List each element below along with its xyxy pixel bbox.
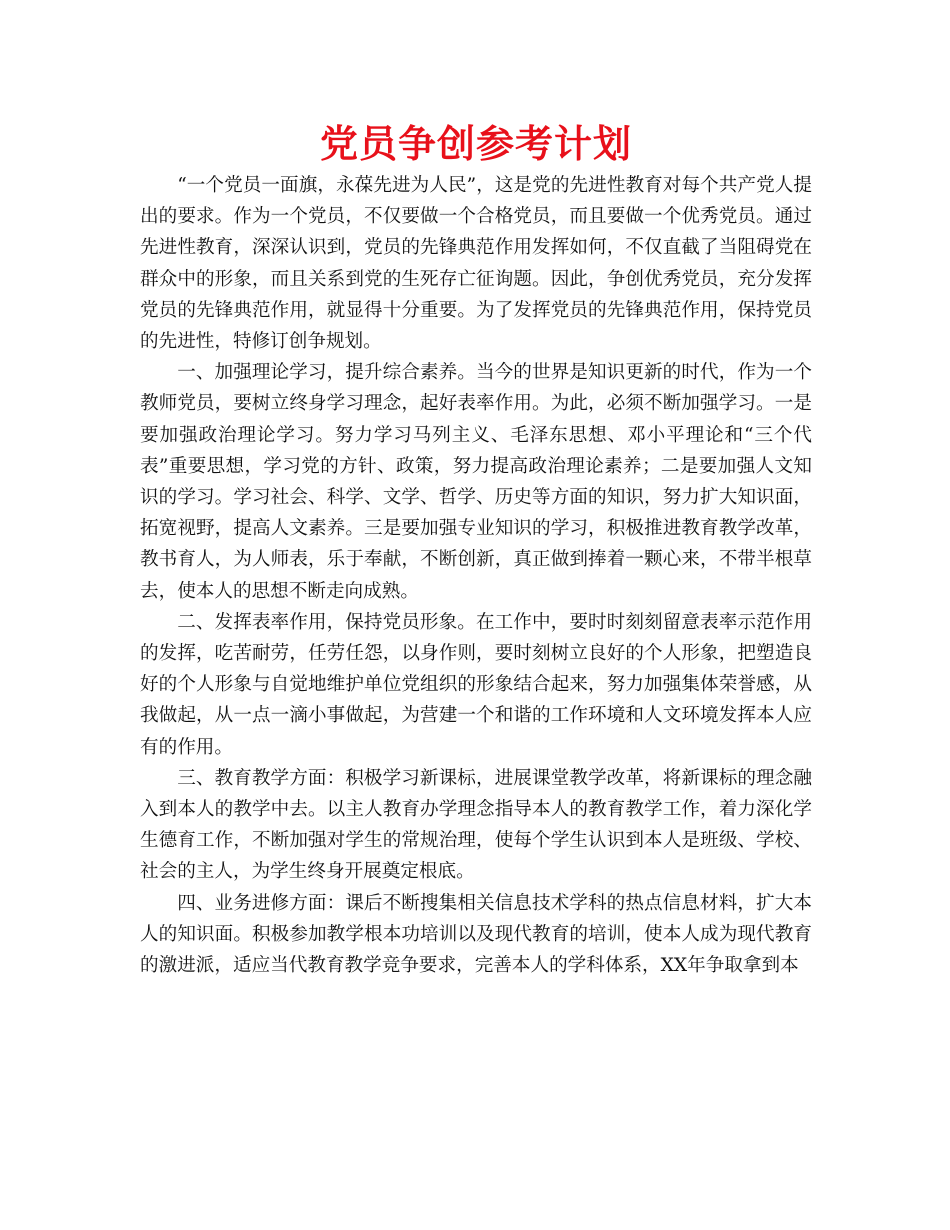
paragraph-intro: “一个党员一面旗，永葆先进为人民”，这是党的先进性教育对每个共产党人提出的要求。作为一个党员，不仅要做一个合格党员，而且要做一个优秀党员。通过先进性教育，深深认识到，党员的先锋典范作用发挥如何，不仅直截了当阻碍党在群众中的形象，而且关系到党的生死存亡征询题。因此，争创优秀党员，充分发挥党员的先锋典范作用，就显得十分重要。为了发挥党员的先锋典范作用，保持党员的先进性，特修订创争规划。 bbox=[140, 175, 812, 353]
document-title: 党员争创参考计划 bbox=[319, 122, 632, 166]
paragraph-theory-study: 一、加强理论学习，提升综合素养。当今的世界是知识更新的时代，作为一个教师党员，要树立终身学习理念，起好表率作用。为此，必须不断加强学习。一是要加强政治理论学习。努力学习马列主义、毛泽东思想、邓小平理论和“三个代表”重要思想，学习党的方针、政策，努力提高政治理论素养；二是要加强人文知识的学习。学习社会、科学、文学、哲学、历史等方面的知识，努力扩大知识面，拓宽视野，提高人文素养。三是要加强专业知识的学习，积极推进教育教学改革，教书育人，为人师表，乐于奉献，不断创新，真正做到捧着一颗心来，不带半根草去，使本人的思想不断走向成熟。 bbox=[140, 362, 812, 602]
paragraph-role-model: 二、发挥表率作用，保持党员形象。在工作中，要时时刻刻留意表率示范作用的发挥，吃苦耐劳，任劳任怨，以身作则，要时刻树立良好的个人形象，把塑造良好的个人形象与自觉地维护单位党组织的形象结合起来，努力加强集体荣誉感，从我做起，从一点一滴小事做起，为营建一个和谐的工作环境和人文环境发挥本人应有的作用。 bbox=[140, 611, 812, 758]
paragraph-teaching: 三、教育教学方面：积极学习新课标，进展课堂教学改革，将新课标的理念融入到本人的教学中去。以主人教育办学理念指导本人的教育教学工作，着力深化学生德育工作，不断加强对学生的常规治理，使每个学生认识到本人是班级、学校、社会的主人，为学生终身开展奠定根底。 bbox=[140, 767, 812, 883]
paragraph-professional-development: 四、业务进修方面：课后不断搜集相关信息技术学科的热点信息材料，扩大本人的知识面。积极参加教学根本功培训以及现代教育的培训，使本人成为现代教育的激进派，适应当代教育教学竞争要求，完善本人的学科体系，XX年争取拿到本 bbox=[140, 892, 812, 977]
document-page bbox=[140, 118, 812, 981]
